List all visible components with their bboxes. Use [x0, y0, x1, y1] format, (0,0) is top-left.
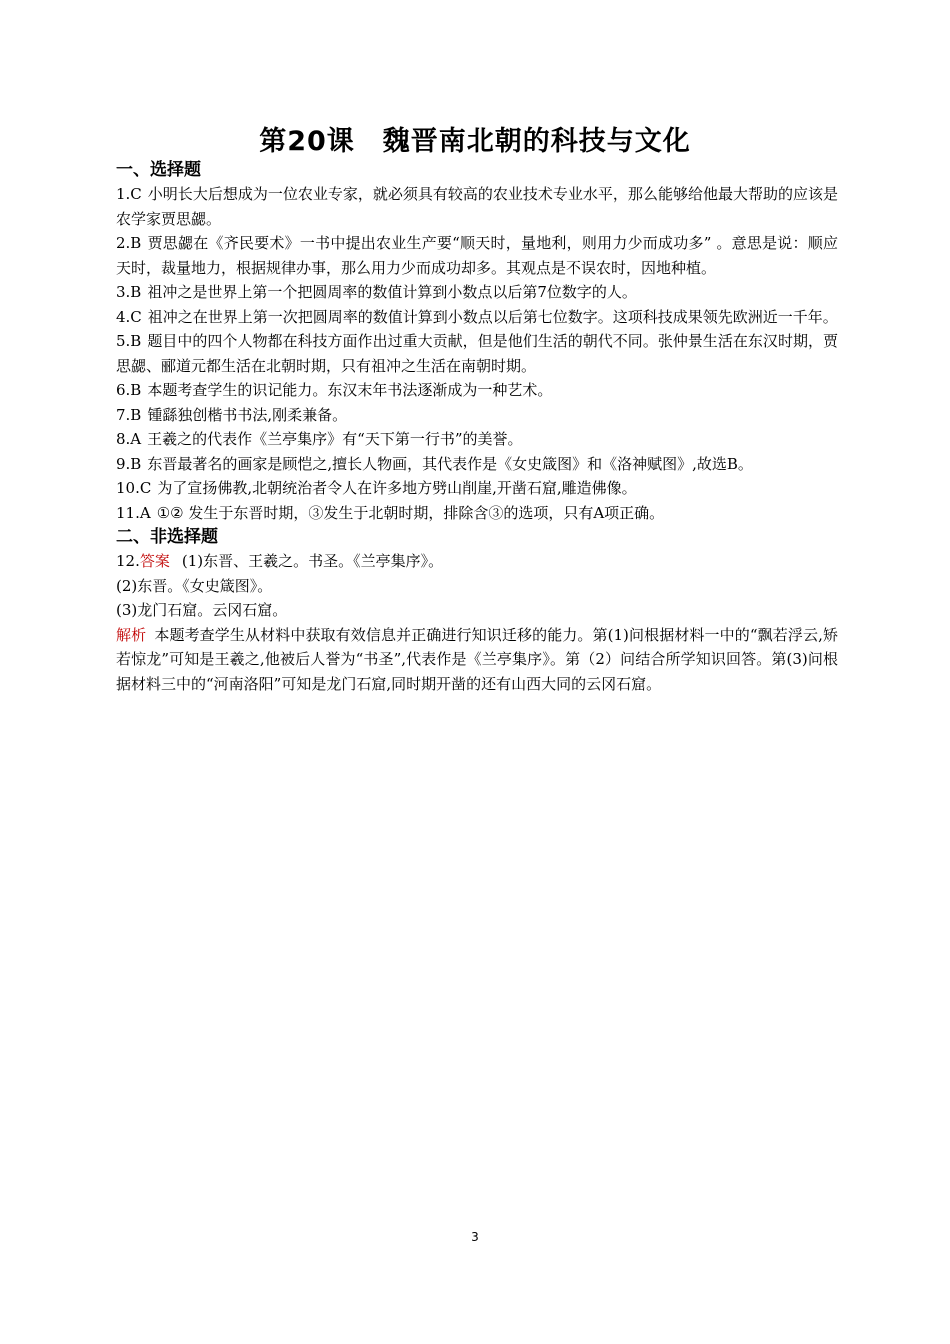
document-body: [116, 158, 838, 696]
answer-item: [116, 305, 838, 330]
answer-item-text: 贾思勰在《齐民要术》一书中提出农业生产要“顺天时，量地利，则用力少而成功多” 。意思是说：顺应天时，裁量地力，根据规律办事，那么用力少而成功却多。其观点是不误农时，因地种植。: [116, 234, 838, 277]
answer-item-number: 9.B: [116, 454, 142, 473]
q12-answer-2: (2)东晋。《女史箴图》。: [116, 576, 273, 595]
section-heading-multiple-choice: 一、选择题: [116, 160, 201, 180]
answer-item: [116, 403, 838, 428]
answer-item-number: 2.B: [116, 234, 142, 252]
q12-answer-line: [116, 549, 838, 574]
answer-item-number: 5.B: [116, 332, 142, 350]
page-title: 第20课 魏晋南北朝的科技与文化: [259, 126, 691, 157]
answer-item: [116, 231, 838, 280]
answer-item-text: 祖冲之是世界上第一个把圆周率的数值计算到小数点以后第7位数字的人。: [147, 283, 637, 301]
answer-item-number: 6.B: [116, 381, 142, 399]
answer-item-text: 锺繇独创楷书书法,刚柔兼备。: [147, 405, 348, 424]
multiple-choice-list: [116, 182, 838, 525]
answer-item-text: 题目中的四个人物都在科技方面作出过重大贡献，但是他们生活的朝代不同。张仲景生活在东汉时期，贾思勰、郦道元都生活在北朝时期，只有祖冲之生活在南朝时期。: [116, 332, 838, 375]
q12-analysis: [116, 623, 838, 697]
answer-item-number: 7.B: [116, 405, 142, 424]
answer-item: [116, 501, 838, 526]
answer-item-text: 王羲之的代表作《兰亭集序》有“天下第一行书”的美誉。: [147, 430, 523, 448]
answer-item-number: 10.C: [116, 479, 152, 497]
answer-item: [116, 182, 838, 231]
analysis-label: 解析: [116, 625, 147, 644]
section-heading-non-multiple-choice: 二、非选择题: [116, 527, 218, 547]
answer-item: [116, 452, 838, 477]
answer-item-number: 1.C: [116, 185, 142, 203]
answer-item: [116, 476, 838, 501]
answer-item-text: ①② 发生于东晋时期，③发生于北朝时期，排除含③的选项，只有A项正确。: [156, 503, 665, 522]
answer-item: [116, 378, 838, 403]
answer-label: 答案: [139, 552, 170, 570]
answer-item: [116, 280, 838, 305]
answer-item-number: 8.A: [116, 430, 142, 448]
answer-item-text: 东晋最著名的画家是顾恺之,擅长人物画，其代表作是《女史箴图》和《洛神赋图》,故选B。: [147, 454, 753, 473]
q12-answer-3: (3)龙门石窟。云冈石窟。: [116, 601, 288, 619]
answer-item: [116, 427, 838, 452]
answer-item-number: 11.A: [116, 503, 151, 522]
analysis-text: 本题考查学生从材料中获取有效信息并正确进行知识迁移的能力。第(1)问根据材料一中的“飘若浮云,矫若惊龙”可知是王羲之,他被后人誉为“书圣”,代表作是《兰亭集序》。第（2）问结合所学知识回答。第(3)问根据材料三中的“河南洛阳”可知是龙门石窟,同时期开凿的还有山西大同的云冈石窟。: [116, 625, 838, 693]
q12-number: 12.: [116, 552, 140, 570]
answer-item-number: 3.B: [116, 283, 142, 301]
page-number: 3: [471, 1230, 479, 1244]
answer-item-text: 小明长大后想成为一位农业专家，就必须具有较高的农业技术专业水平，那么能够给他最大帮助的应该是农学家贾思勰。: [116, 185, 838, 228]
answer-item-text: 本题考查学生的识记能力。东汉末年书法逐渐成为一种艺术。: [147, 381, 553, 399]
answer-item: [116, 329, 838, 378]
q12-answer-1: (1)东晋、王羲之。书圣。《兰亭集序》。: [181, 552, 444, 570]
answer-item-number: 4.C: [116, 307, 142, 326]
answer-item-text: 为了宣扬佛教,北朝统治者令人在许多地方劈山削崖,开凿石窟,雕造佛像。: [157, 479, 637, 497]
answer-item-text: 祖冲之在世界上第一次把圆周率的数值计算到小数点以后第七位数字。这项科技成果领先欧洲近一千年。: [147, 307, 838, 326]
